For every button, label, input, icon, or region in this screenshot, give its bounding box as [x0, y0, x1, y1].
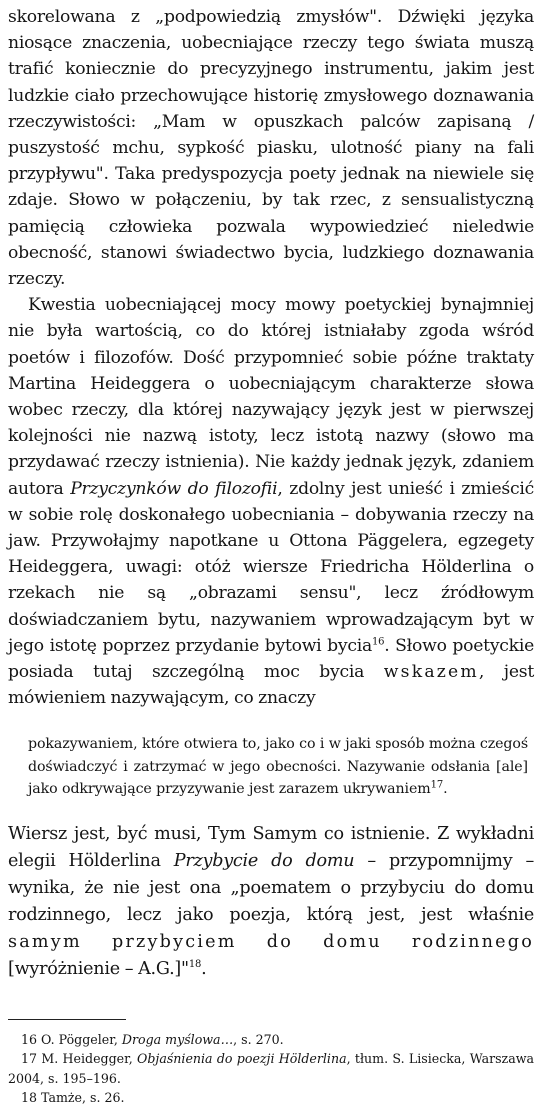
book-page: [8, 4, 534, 1108]
quote-text-end: .: [443, 781, 448, 798]
footnote-ref-17: 17: [430, 779, 444, 791]
spaced-emphasis: wskazem: [383, 662, 479, 683]
paragraph-2-text-c: . Słowo poetyckie posiada tutaj szczególną moc bycia: [8, 635, 534, 683]
paragraph-1: [8, 4, 534, 292]
footnote-divider: [8, 1019, 126, 1020]
paragraph-3-text-a: Wiersz jest, być musi, Tym Samym co istnienie. Z wykładni elegii Hölderlina: [8, 823, 534, 871]
paragraph-3: [8, 821, 534, 983]
footnote-text: Tamże, s. 26.: [37, 1090, 125, 1106]
paragraph-3-text-c: [wyróżnienie – A.G.]": [8, 958, 189, 979]
main-text-continued: [8, 821, 534, 983]
footnote-title-italic: Objaśnienia do poezji Hölderlina: [137, 1051, 347, 1067]
footnote-text: M. Heidegger,: [37, 1051, 138, 1067]
footnote-ref-16: 16: [371, 636, 385, 648]
main-text: [8, 4, 534, 711]
poem-title-italic: Przybycie do domu: [173, 850, 355, 871]
footnote-number: 16: [21, 1031, 38, 1047]
spaced-emphasis: samym przybyciem do domu rodzinnego: [8, 931, 534, 952]
paragraph-3-text-d: .: [201, 958, 207, 979]
paragraph-1-text: skorelowana z „podpowiedzią zmysłów". Dźwięki języka niosące znaczenia, uobecniające rzeczy tego świata muszą trafić koniecznie do precyzyjnego instrumentu, jakim jest ludzkie ciało przechowujące historię zmysłowego doznawania rzeczywistości: „Mam w opuszkach palców zapisaną / puszystość mchu, sypkość piasku, ulotność piany na fali przypływu". Taka predyspozycja poety jednak na niewiele się zdaje. Słowo w połączeniu, by tak rzec, z sensualistyczną pamięcią człowieka pozwala wypowiedzieć nieledwie obecność, stanowi świadectwo bycia, ludzkiego doznawania rzeczy.: [8, 7, 534, 290]
paragraph-2-text-a: Kwestia uobecniającej mocy mowy poetyckiej bynajmniej nie była wartością, co do której istniałaby zgoda wśród poetów i filozofów. Dość przypomnieć sobie późne traktaty Martina Heideggera o uobecniającym charakterze słowa wobec rzeczy, dla której nazywający język jest w pierwszej kolejności nie nazwą istoty, lecz istotą nazwy (słowo ma przydawać rzeczy istnienia). Nie każdy jednak język, zdaniem autora: [8, 295, 534, 499]
paragraph-2-text-d: , jest mówieniem nazywającym, co znaczy: [8, 662, 535, 709]
footnote-ref-18: 18: [188, 959, 202, 971]
footnote-18: [8, 1088, 534, 1108]
paragraph-2-text-b: , zdolny jest unieść i zmieścić w sobie rolę doskonałego uobecniania – dobywania rzeczy na jaw. Przywołajmy napotkane u Ottona Päggelera, egzegety Heideggera, uwagi: otóż wiersze Friedricha Hölderlina o rzekach nie są „obrazami sensu", lecz źródłowym doświadczaniem bytu, nazywaniem wprowadzającym byt w jego istotę poprzez przydanie bytowi bycia: [8, 478, 534, 656]
footnote-17: [8, 1049, 534, 1088]
footnotes: [8, 1030, 534, 1108]
book-title-italic: Przyczynków do filozofii: [70, 478, 278, 499]
paragraph-3-text-b: – przypomnijmy – wynika, że nie jest ona „poematem o przybyciu do domu rodzinnego, lecz jako poezja, którą jest, jest właśnie: [8, 850, 535, 925]
footnote-16: [8, 1030, 534, 1050]
quote-paragraph: [28, 733, 528, 801]
quote-text: pokazywaniem, które otwiera to, jako co i w jaki sposób można czegoś doświadczyć i zatrzymać w jego obecności. Nazywanie odsłania [ale] jako odkrywające przyzywanie jest zarazem ukrywaniem: [28, 736, 528, 798]
block-quote: [28, 733, 528, 801]
paragraph-2: [8, 292, 534, 711]
footnote-text-end: , s. 270.: [233, 1031, 284, 1047]
footnote-number: 18: [21, 1090, 38, 1106]
footnote-title-italic: Droga myślowa…: [121, 1031, 234, 1047]
footnote-number: 17: [21, 1051, 38, 1067]
footnote-text-end: , tłum. S. Lisiecka, Warszawa 2004, s. 195–196.: [8, 1051, 534, 1086]
footnote-text: O. Pöggeler,: [37, 1031, 122, 1047]
